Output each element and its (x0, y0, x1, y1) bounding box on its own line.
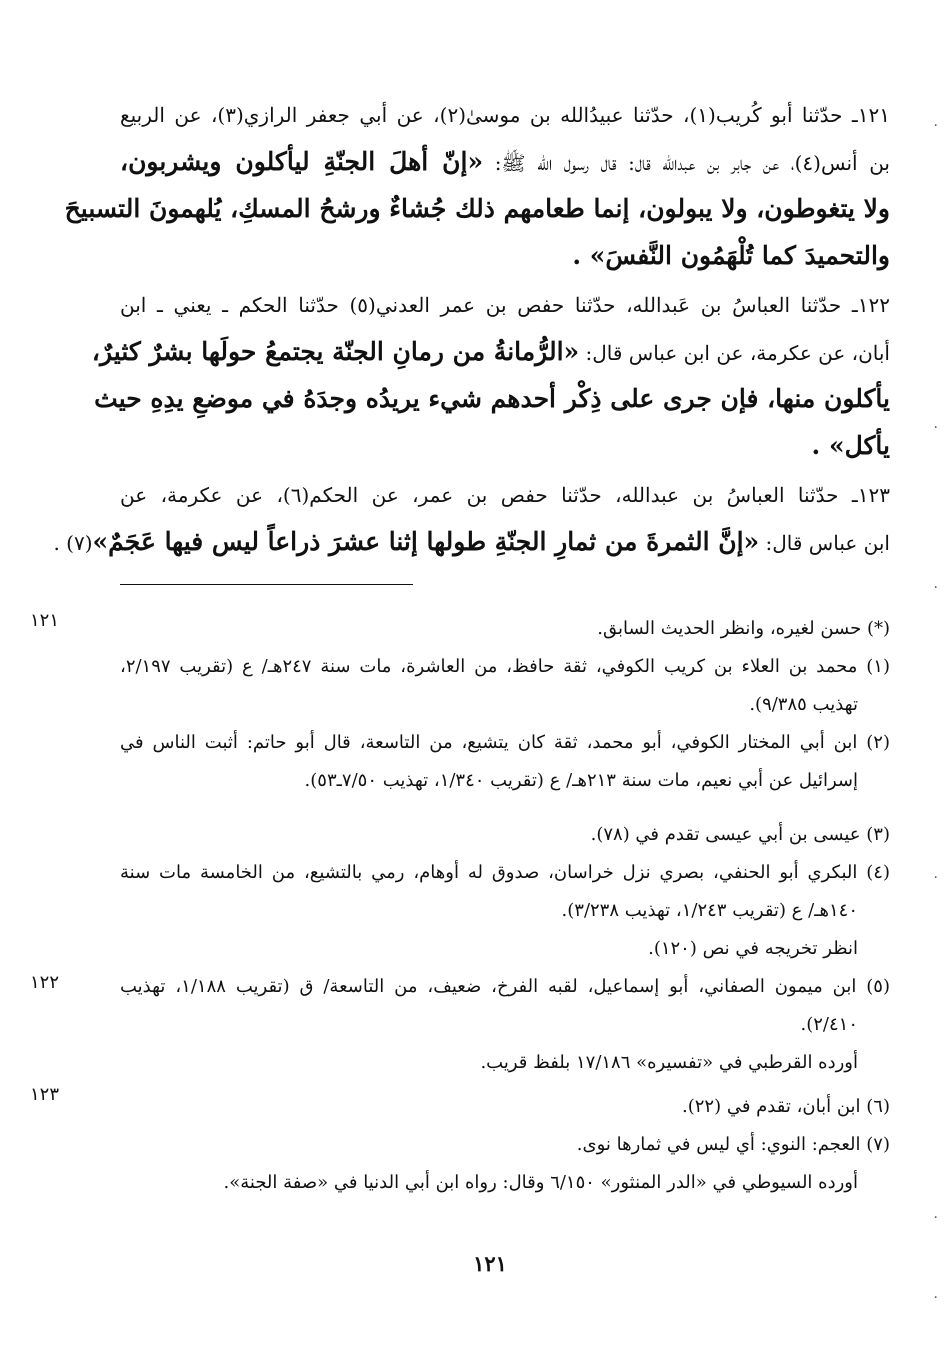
narration-text: أبان، عن عكرمة، عن ابن عباس قال: (579, 341, 890, 365)
edge-mark: · (933, 420, 938, 436)
footnote-line: انظر تخريجه في نص (١٢٠). (648, 938, 858, 959)
paragraph-line (120, 233, 890, 279)
paragraph-line (53, 519, 890, 565)
footnote-line: (١) محمد بن العلاء بن كريب الكوفي، ثقة حافظ، من العاشرة، مات سنة ٢٤٧هـ/ ع (تقريب ٢/١٩٧، (120, 656, 890, 677)
paragraph-line (120, 92, 890, 138)
footnote-line: (٤) البكري أبو الحنفي، بصري نزل خراسان، صدوق له أوهام، رمي بالتشيع، من الخامسة مات سنة (120, 862, 890, 883)
narration-text: ١٢٢ـ حدّثنا العباسُ بن عَبدالله، حدّثنا حفص بن عمر العدني(٥) حدّثنا الحكم ـ يعني ـ ابن (120, 293, 890, 317)
margin-reference: ١٢٣ (30, 1084, 60, 1105)
footnote-line: إسرائيل عن أبي نعيم، مات سنة ٢١٣هـ/ ع (تقريب ١/٣٤٠، تهذيب ٧/٥٠ـ٥٣). (304, 770, 858, 791)
paragraph-line (64, 186, 890, 232)
narration-text: ابن عباس قال: (759, 531, 890, 555)
margin-reference: ١٢١ (30, 610, 60, 631)
margin-reference: ١٢٢ (30, 972, 60, 993)
footnote-line: ٢/٤١٠). (800, 1014, 858, 1035)
paragraph-line (120, 282, 890, 328)
paragraph-line (91, 329, 890, 375)
footnote-line: (٧) العجم: النوي: أي ليس في ثمارها نوى. (576, 1134, 890, 1155)
narration-text: بن أنس(٤)، عن جابر بن عبدالله قال: قال رسول الله ﷺ: (483, 151, 890, 175)
edge-mark: · (933, 118, 938, 134)
footnote-line: أورده السيوطي في «الدر المنثور» ٦/١٥٠ وقال: رواه ابن أبي الدنيا في «صفة الجنة». (223, 1172, 858, 1193)
hadith-text: «إنَّ الثمرةَ من ثمارِ الجنّةِ طولها إثنا عشرَ ذراعاً ليس فيها عَجَمٌ» (92, 527, 760, 556)
paragraph-line (120, 472, 890, 518)
paragraph-line (120, 423, 890, 469)
narration-text: ١٢٣ـ حدّثنا العباسُ بن عبدالله، حدّثنا حفص بن عمر، عن الحكم(٦)، عن عكرمة، عن (120, 483, 890, 507)
hadith-text: «إنّ أهلَ الجنّةِ ليأكلون ويشربون، (120, 147, 484, 176)
hadith-text: ولا يتغوطون، ولا يبولون، إنما طعامهم ذلك جُشاءٌ ورشحُ المسكِ، يُلهمونَ التسبيحَ (64, 194, 890, 223)
hadith-text: «الرُّمانةُ من رمانِ الجنّة يجتمعُ حولَها بشرٌ كثيرٌ، (91, 337, 580, 366)
paragraph-line (120, 139, 890, 185)
page-number: ١٢١ (473, 1251, 507, 1276)
narration-text: ١٢١ـ حدّثنا أبو كُريب(١)، حدّثنا عبيدُالله بن موسىٰ(٢)، عن أبي جعفر الرازي(٣)، عن الربيع (120, 103, 891, 127)
edge-mark: · (933, 1210, 938, 1226)
footnote-line: ١٤٠هـ/ ع (تقريب ١/٢٤٣، تهذيب ٣/٢٣٨). (561, 900, 858, 921)
footnote-line: (٣) عيسى بن أبي عيسى تقدم في (٧٨). (590, 824, 890, 845)
hadith-text: والتحميدَ كما تُلْهَمُون النَّفسَ» . (572, 241, 890, 270)
hadith-text: يأكل» . (811, 431, 890, 460)
footnote-line: (٦) ابن أبان، تقدم في (٢٢). (681, 1096, 890, 1117)
paragraph-line (94, 376, 890, 422)
footnote-line: (*) حسن لغيره، وانظر الحديث السابق. (597, 618, 890, 639)
footnote-line: أورده القرطبي في «تفسيره» ١٧/١٨٦ بلفظ قريب. (480, 1052, 858, 1073)
edge-mark: · (933, 580, 938, 596)
edge-mark: · (933, 1290, 938, 1306)
footnote-separator (120, 584, 413, 585)
narration-text: (٧) . (53, 531, 93, 555)
footnote-line: (٥) ابن ميمون الصفاني، أبو إسماعيل، لقبه الفرخ، ضعيف، من التاسعة/ ق (تقريب ١/١٨٨، تهذيب (120, 976, 890, 997)
hadith-text: يأكلون منها، فإن جرى على ذِكْر أحدهم شيء يريدُه وجدَهُ في موضعِ يدِهِ حيث (94, 384, 890, 413)
footnote-line: (٢) ابن أبي المختار الكوفي، أبو محمد، ثقة كان يتشيع، من التاسعة، قال أبو حاتم: أثبت الناس في (120, 732, 890, 753)
footnote-line: تهذيب ٩/٣٨٥). (749, 694, 858, 715)
edge-mark: · (933, 870, 938, 886)
